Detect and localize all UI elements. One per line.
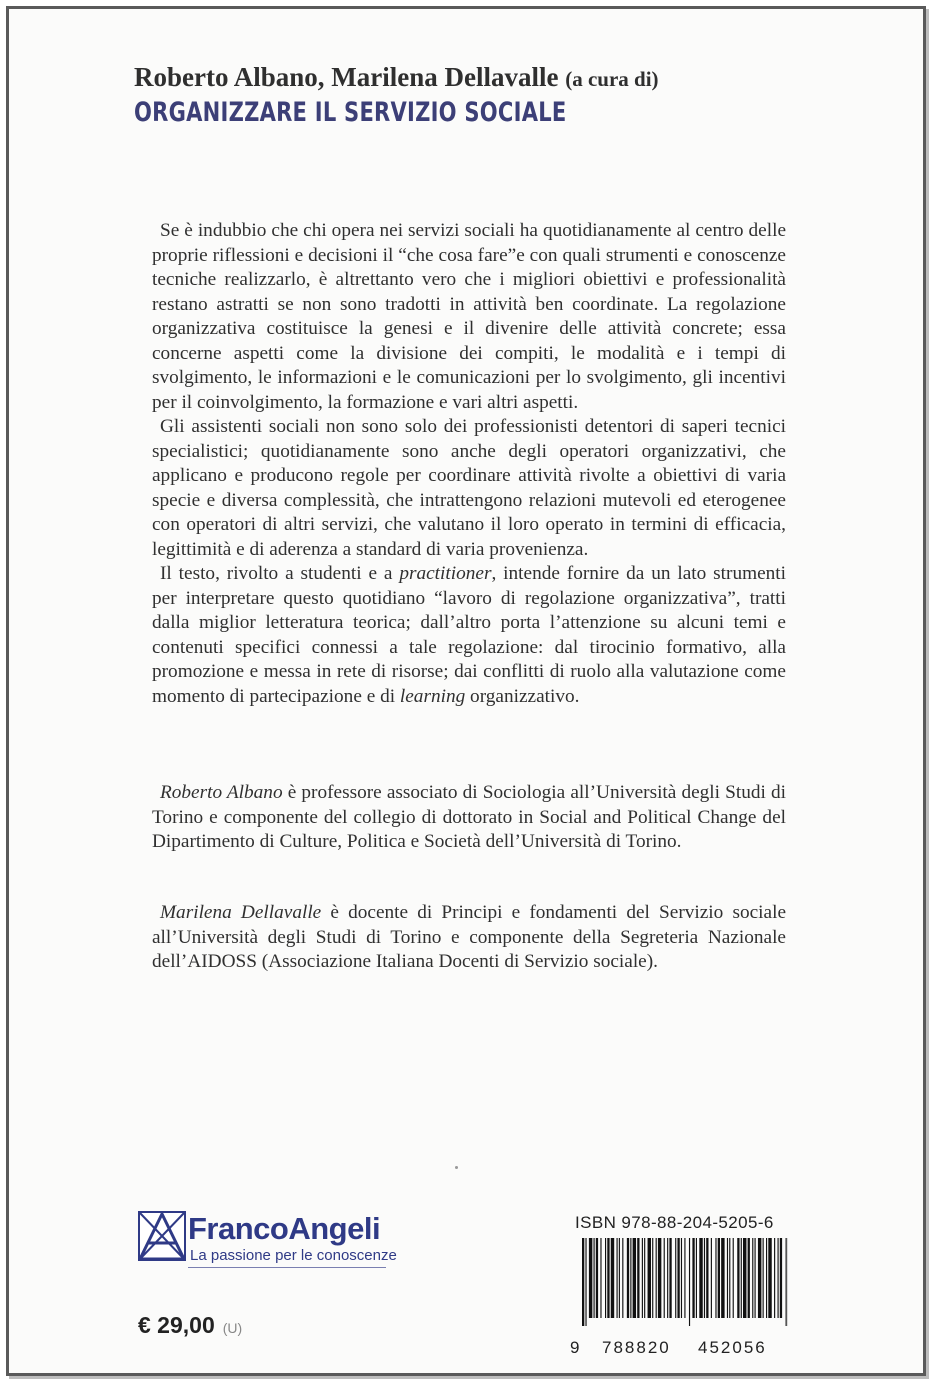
barcode-bar [658,1238,661,1318]
p3-emphasis-practitioner: practitioner [399,563,492,584]
book-authors [134,62,659,93]
barcode-bar [667,1238,668,1318]
barcode-bar [630,1238,631,1318]
barcode-bar [675,1238,676,1318]
francoangeli-logo-icon [138,1211,186,1261]
barcode-bar [637,1238,639,1318]
logo-underline [188,1267,386,1268]
barcode-bar [752,1238,753,1318]
barcode-bar [619,1238,620,1318]
barcode-bar [642,1238,643,1318]
barcode-bar [622,1238,623,1318]
price-amount: € 29,00 [138,1312,215,1338]
barcode-bar [600,1238,601,1318]
barcode-bar [607,1238,609,1318]
barcode-bar [733,1238,734,1318]
barcode-bar [633,1238,636,1318]
barcode-bar [721,1238,724,1318]
barcode-digits-left: 788820 [602,1338,671,1357]
barcode-bar [715,1238,716,1318]
barcode-bar [644,1238,645,1318]
barcode-bar [677,1238,679,1318]
barcode-bar [611,1238,614,1318]
barcode-bar [748,1238,750,1318]
blurb-paragraph-2: Gli assistenti sociali non sono solo dei professionisti detentori di saperi tecnici specialistici; quotidianamente sono anche degli operatori organizzativi, che applicano e producono regole per coordinare attività rivolte a obiettivi di varia specie e diversa complessità, che intrattengono relazioni mutevoli ed eterogenee con operatori di altri servizi, che valutano il loro operato in termini di efficacia, legittimità e di aderenza a standard di varia provenienza. [152,416,786,560]
barcode-digit-first: 9 [570,1338,582,1357]
blurb-paragraph-1: Se è indubbio che chi opera nei servizi sociali ha quotidianamente al centro delle proprie riflessioni e decisioni il “che cosa fare”e con quali strumenti e conoscenze tecniche realizzarlo, è altrettanto vero che i migliori obiettivi e professionalità restano astratti se non sono tradotti in attività ben coordinate. La regolazione organizzativa costituisce la genesi e il divenire delle attività concrete; essa concerne aspetti come la divisione dei compiti, le modalità e i tempi di svolgimento, le informazioni e le comunicazioni per lo svolgimento, gli incentivi per il coinvolgimento, la formazione e vari altri aspetti. [152,220,786,413]
publisher-tagline: La passione per le conoscenze [190,1247,397,1264]
barcode-bar [689,1238,690,1326]
bio2-name: Marilena Dellavalle [160,902,322,923]
barcode-bar [585,1238,586,1326]
barcode-bar [699,1238,702,1318]
barcode-bar [743,1238,746,1318]
barcode-bar [778,1238,779,1318]
barcode-bar [684,1238,685,1318]
barcode-bar [706,1238,708,1318]
barcode-bar [704,1238,705,1318]
barcode-bar [755,1238,756,1318]
p3-text-b: , intende fornire da un lato strumenti per interpretare questo quotidiano “lavoro di regolazione organizzativa”, tratti dalla miglior letteratura teorica; dall’altro porta l’attenzione su alcuni temi e contenuti specifici connessi a tale regolazione: dal tirocinio formativo, alla promozione e messa in rete di risorse; dai conflitti di ruolo alla valutazione come momento di partecipazione e di [152,563,786,707]
publisher-logo [138,1211,397,1271]
decorative-dot [455,1166,458,1169]
bio1-text: è professore associato di Sociologia all’Università degli Studi di Torino e componente del collegio di dottorato in Social and Political Change del Dipartimento di Culture, Politica e Società dell’Università di Torino. [152,782,786,852]
barcode-bar [617,1238,618,1318]
barcode-bar [786,1238,787,1326]
book-title: ORGANIZZARE IL SERVIZIO SOCIALE [134,97,567,128]
barcode-bar [718,1238,720,1318]
barcode-icon [582,1238,788,1326]
barcode-digits-right: 452056 [698,1338,767,1357]
barcode-bar [582,1238,584,1326]
barcode-bar [605,1238,606,1318]
barcode-bar [768,1238,771,1318]
barcode-bar [737,1238,739,1318]
barcode-bar [681,1238,682,1318]
bio2-text: è docente di Principi e fondamenti del Servizio sociale all’Università degli Studi di Torino e componente della Segreteria Nazionale dell’AIDOSS (Associazione Italiana Docenti di Servizio sociale). [152,902,786,972]
blurb-paragraph-3 [152,562,786,709]
barcode-bar [669,1238,671,1318]
barcode-bar [696,1238,697,1318]
barcode-bar [727,1238,728,1318]
price-code: (U) [222,1320,243,1336]
barcode-bar [589,1238,592,1318]
price [138,1312,242,1339]
editor-note: (a cura di) [565,67,659,91]
p3-text-c: organizzativo. [465,685,580,707]
barcode-bar [741,1238,742,1318]
p3-emphasis-learning: learning [399,685,466,707]
barcode-bar [711,1238,712,1318]
barcode-bar [780,1238,782,1318]
barcode-bar [664,1238,665,1318]
barcode-bar [692,1238,694,1318]
author-bio-albano [152,781,786,855]
barcode-bar [763,1238,764,1318]
blurb [152,219,786,709]
p3-text-a: Il testo, rivolto a studenti e a [160,563,400,584]
barcode-bar [758,1238,761,1318]
barcode-bar [729,1238,730,1318]
barcode-bar [627,1238,629,1318]
barcode-bar [656,1238,657,1318]
barcode-bar [774,1238,775,1318]
barcode-bar [648,1238,651,1318]
authors-names: Roberto Albano, Marilena Dellavalle [134,62,559,92]
barcode-bar [596,1238,598,1318]
barcode-bar [652,1238,653,1318]
publisher-name: FrancoAngeli [188,1211,381,1246]
author-bio-dellavalle [152,901,786,975]
barcode-bar [766,1238,767,1318]
bio1-name: Roberto Albano [160,782,283,803]
barcode-bar [594,1238,595,1318]
isbn-label: ISBN 978-88-204-5205-6 [575,1213,774,1232]
